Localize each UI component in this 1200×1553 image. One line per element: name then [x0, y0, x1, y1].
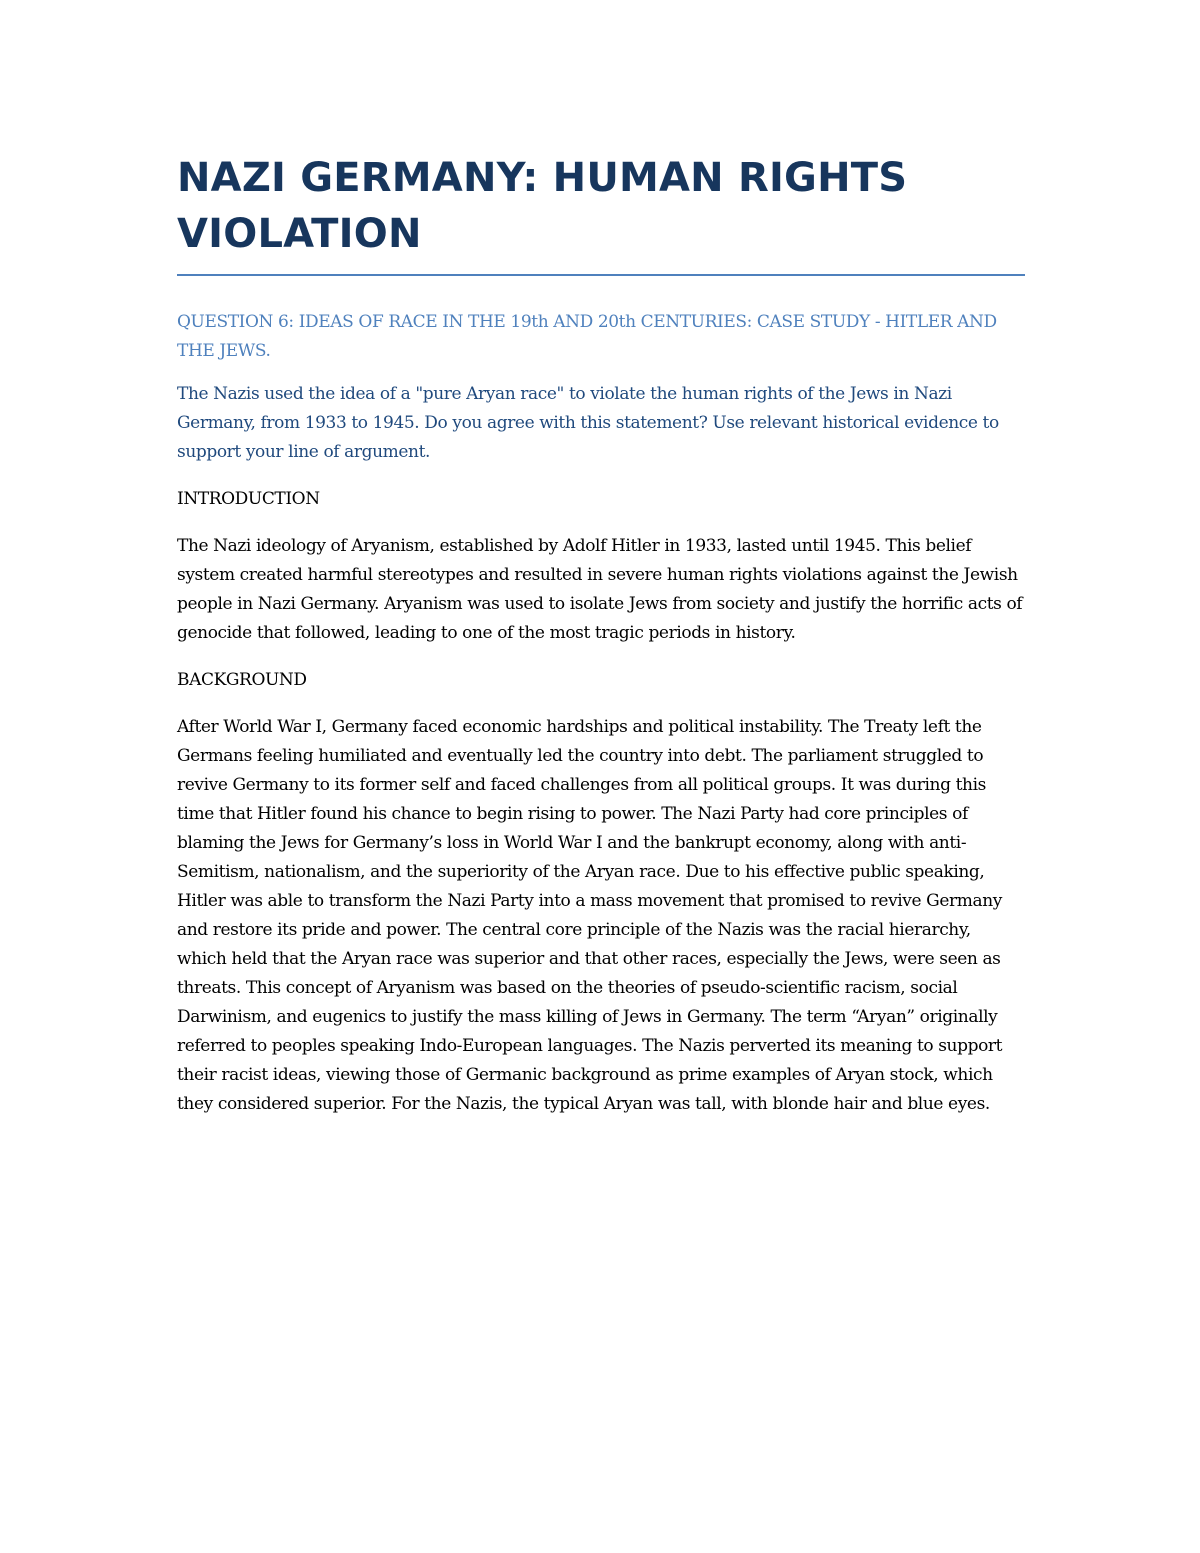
section-heading-background: BACKGROUND	[177, 670, 307, 690]
essay-prompt: The Nazis used the idea of a "pure Aryan race" to violate the human rights of the Jews in Nazi Germany, from 1933 to 1945. Do you agree with this statement? Use relevant historical evidence to support your line of argument.	[177, 384, 999, 462]
document-title: NAZI GERMANY: HUMAN RIGHTS VIOLATION	[177, 150, 1025, 276]
section-body-background: After World War I, Germany faced economic hardships and political instability. The Treaty left the Germans feeling humiliated and eventually led the country into debt. The parliament struggled to revive Germany to its former self and faced challenges from all political groups. It was during this time that Hitler found his chance to begin rising to power. The Nazi Party had core principles of blaming the Jews for Germany’s loss in World War I and the bankrupt economy, along with anti-Semitism, nationalism, and the superiority of the Aryan race. Due to his effective public speaking, Hitler was able to transform the Nazi Party into a mass movement that promised to revive Germany and restore its pride and power. The central core principle of the Nazis was the racial hierarchy, which held that the Aryan race was superior and that other races, especially the Jews, were seen as threats. This concept of Aryanism was based on the theories of pseudo-scientific racism, social Darwinism, and eugenics to justify the mass killing of Jews in Germany. The term “Aryan” originally referred to peoples speaking Indo-European languages. The Nazis perverted its meaning to support their racist ideas, viewing those of Germanic background as prime examples of Aryan stock, which they considered superior. For the Nazis, the typical Aryan was tall, with blonde hair and blue eyes.	[177, 717, 1003, 1114]
question-line: QUESTION 6: IDEAS OF RACE IN THE 19th AND 20th CENTURIES: CASE STUDY - HITLER AND THE JEWS.	[177, 312, 997, 361]
section-body-introduction: The Nazi ideology of Aryanism, established by Adolf Hitler in 1933, lasted until 1945. This belief system created harmful stereotypes and resulted in severe human rights violations against the Jewish people in Nazi Germany. Aryanism was used to isolate Jews from society and justify the horrific acts of genocide that followed, leading to one of the most tragic periods in history.	[177, 536, 1023, 643]
document-content	[177, 150, 1025, 1119]
section-heading-introduction: INTRODUCTION	[177, 489, 320, 509]
